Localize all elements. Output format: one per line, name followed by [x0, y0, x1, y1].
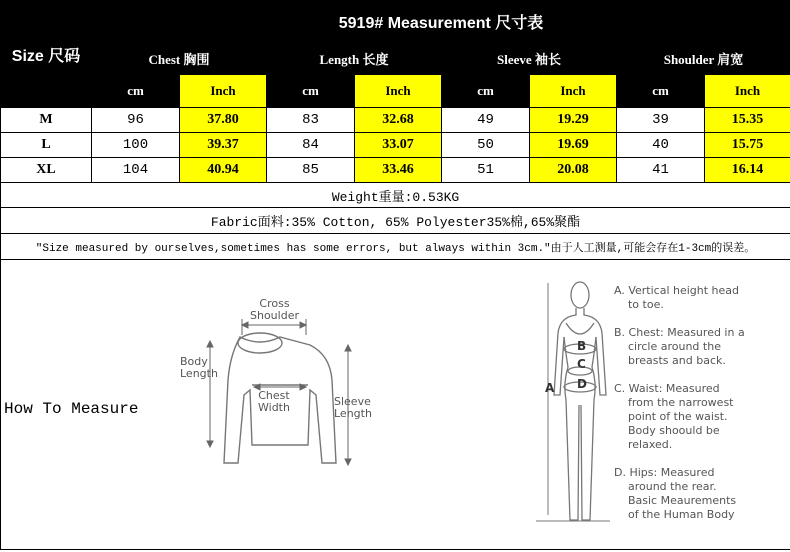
unit-inch: Inch	[355, 75, 442, 108]
value-cell: 19.29	[530, 108, 617, 133]
body-diagram	[530, 275, 610, 530]
sleeve-header: Sleeve 袖长	[442, 43, 617, 75]
value-cell: 39	[617, 108, 705, 133]
value-cell: 37.80	[180, 108, 267, 133]
value-cell: 50	[442, 133, 530, 158]
shoulder-header: Shoulder 肩宽	[617, 43, 790, 75]
value-cell: 49	[442, 108, 530, 133]
value-cell: 33.46	[355, 158, 442, 183]
value-cell: 15.75	[705, 133, 790, 158]
chest-width-label: Chest Width	[258, 389, 290, 414]
value-cell: 100	[92, 133, 180, 158]
value-cell: 40	[617, 133, 705, 158]
table-title: 5919# Measurement 尺寸表	[92, 1, 790, 43]
value-cell: 96	[92, 108, 180, 133]
value-cell: 104	[92, 158, 180, 183]
unit-cm: cm	[617, 75, 705, 108]
table-row	[1, 108, 790, 133]
value-cell: 16.14	[705, 158, 790, 183]
legend-a: A. Vertical height head to toe.	[614, 284, 740, 311]
value-cell: 32.68	[355, 108, 442, 133]
size-note: "Size measured by ourselves,sometimes has some errors, but always within 3cm."由于人工测量,可能会存在1-3cm的误差。	[1, 234, 790, 260]
value-cell: 15.35	[705, 108, 790, 133]
weight-row: Weight重量:0.53KG	[1, 183, 790, 208]
size-cell: M	[1, 108, 92, 133]
table-row	[1, 158, 790, 183]
unit-inch: Inch	[705, 75, 790, 108]
value-cell: 85	[267, 158, 355, 183]
value-cell: 20.08	[530, 158, 617, 183]
table-row	[1, 133, 790, 158]
unit-cm: cm	[442, 75, 530, 108]
value-cell: 83	[267, 108, 355, 133]
legend-c: C. Waist: Measured from the narrowest point of the waist. Body shoould be relaxed.	[614, 382, 734, 451]
legend-b: B. Chest: Measured in a circle around the breasts and back.	[614, 326, 745, 367]
unit-cm: cm	[267, 75, 355, 108]
chest-header: Chest 胸围	[92, 43, 267, 75]
unit-inch: Inch	[530, 75, 617, 108]
value-cell: 51	[442, 158, 530, 183]
value-cell: 41	[617, 158, 705, 183]
size-cell: XL	[1, 158, 92, 183]
length-header: Length 长度	[267, 43, 442, 75]
size-header: Size 尺码	[1, 1, 92, 108]
value-cell: 84	[267, 133, 355, 158]
unit-cm: cm	[92, 75, 180, 108]
cross-shoulder-label: Cross Shoulder	[250, 297, 299, 322]
letter-a: A	[545, 381, 555, 395]
legend-d: D. Hips: Measured around the rear. Basic Meaurements of the Human Body	[614, 466, 737, 521]
unit-inch: Inch	[180, 75, 267, 108]
sleeve-length-label: Sleeve Length	[334, 395, 372, 420]
value-cell: 40.94	[180, 158, 267, 183]
value-cell: 19.69	[530, 133, 617, 158]
value-cell: 39.37	[180, 133, 267, 158]
fabric-row: Fabric面料:35% Cotton, 65% Polyester35%棉,65%聚酯	[1, 208, 790, 234]
how-to-measure-label: How To Measure	[4, 400, 139, 418]
body-length-label: Body Length	[180, 355, 218, 380]
value-cell: 33.07	[355, 133, 442, 158]
letter-b: B	[577, 339, 587, 353]
size-cell: L	[1, 133, 92, 158]
letter-c: C	[577, 357, 586, 371]
letter-d: D	[577, 377, 587, 391]
